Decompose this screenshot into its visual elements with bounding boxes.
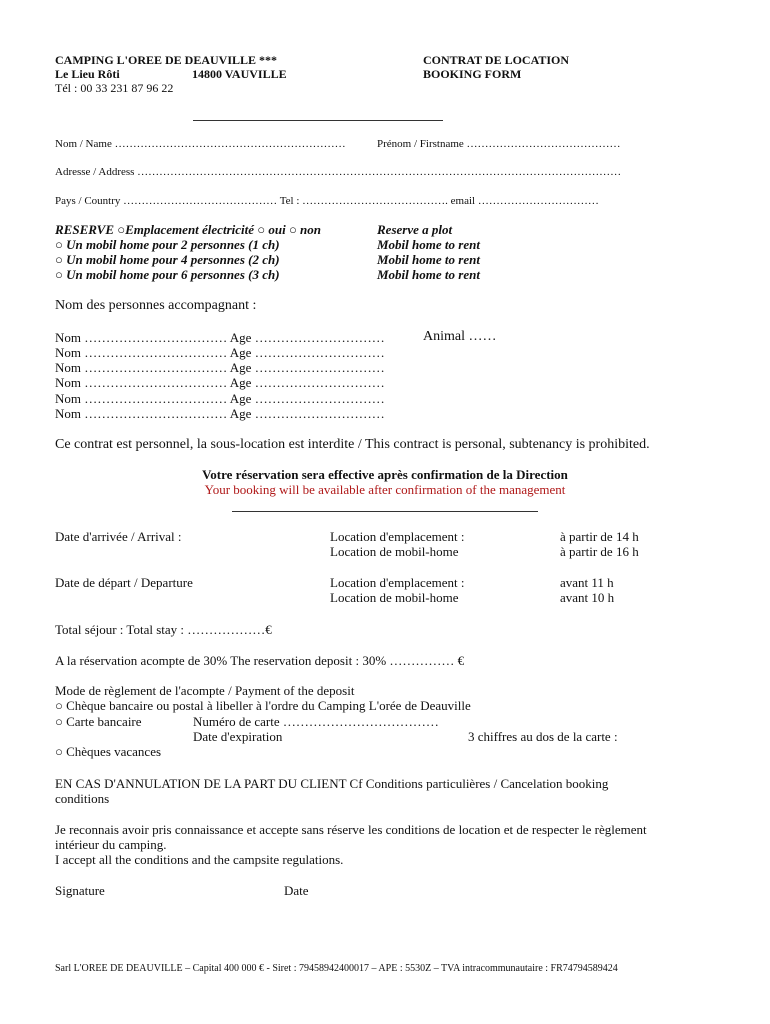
mobil-home-4-option[interactable]: ○ Un mobil home pour 4 personnes (2 ch)	[55, 252, 280, 267]
mobil-home-4-en: Mobil home to rent	[377, 252, 480, 267]
arrival-plot-label: Location d'emplacement :	[330, 529, 465, 544]
confirmation-en: Your booking will be available after confirmation of the management	[204, 482, 566, 497]
reserve-plot-option[interactable]: RESERVE ○Emplacement électricité ○ oui ○ non	[55, 222, 322, 237]
contract-title-en: BOOKING FORM	[423, 67, 522, 81]
total-stay-field[interactable]: Total séjour : Total stay : ………………€	[55, 622, 272, 637]
card-cvv-field[interactable]: 3 chiffres au dos de la carte :	[468, 729, 618, 744]
address-city: 14800 VAUVILLE	[192, 67, 287, 81]
card-expiry-field[interactable]: Date d'expiration	[193, 729, 283, 744]
departure-date-label[interactable]: Date de départ / Departure	[55, 575, 193, 590]
companion-row[interactable]: Nom …………………………… Age …………………………	[55, 360, 385, 375]
confirmation-fr: Votre réservation sera effective après confirmation de la Direction	[202, 467, 568, 482]
address-street: Le Lieu Rôti	[55, 67, 120, 81]
company-name: CAMPING L'OREE DE DEAUVILLE ***	[55, 53, 278, 67]
card-option[interactable]: ○ Carte bancaire	[55, 714, 142, 729]
arrival-mobil-home-time: à partir de 16 h	[560, 544, 639, 559]
cancellation-line-1: EN CAS D'ANNULATION DE LA PART DU CLIENT Cf Conditions particulières / Cancelation booking	[55, 776, 609, 791]
arrival-date-label[interactable]: Date d'arrivée / Arrival :	[55, 529, 182, 544]
arrival-mobil-home-label: Location de mobil-home	[330, 544, 459, 559]
companion-row[interactable]: Nom …………………………… Age …………………………	[55, 375, 385, 390]
contract-notice: Ce contrat est personnel, la sous-location est interdite / This contract is personal, subtenancy is prohibited.	[55, 437, 650, 452]
acceptance-line-1: Je reconnais avoir pris connaissance et accepte sans réserve les conditions de location et de respecter le règlement	[55, 822, 647, 837]
departure-plot-time: avant 11 h	[560, 575, 614, 590]
departure-mobil-home-label: Location de mobil-home	[330, 590, 459, 605]
country-tel-email-field[interactable]: Pays / Country …………………………………… Tel : …………………………………. email ……………………………	[55, 195, 599, 207]
date-field[interactable]: Date	[284, 883, 309, 898]
name-field[interactable]: Nom / Name ………………………………………………………	[55, 138, 346, 150]
companions-heading: Nom des personnes accompagnant :	[55, 298, 257, 313]
payment-heading: Mode de règlement de l'acompte / Payment of the deposit	[55, 683, 355, 698]
deposit-field[interactable]: A la réservation acompte de 30% The reservation deposit : 30% …………… €	[55, 653, 465, 668]
firstname-field[interactable]: Prénom / Firstname ……………………………………	[377, 138, 621, 150]
arrival-plot-time: à partir de 14 h	[560, 529, 639, 544]
companion-row[interactable]: Nom …………………………… Age …………………………	[55, 406, 385, 421]
acceptance-line-2: intérieur du camping.	[55, 837, 167, 852]
acceptance-line-3: I accept all the conditions and the campsite regulations.	[55, 852, 344, 867]
footer-legal: Sarl L'OREE DE DEAUVILLE – Capital 400 000 € - Siret : 79458942400017 – APE : 5530Z – TVA intracommunautaire : FR74794589424	[55, 963, 618, 974]
companion-row[interactable]: Nom …………………………… Age …………………………	[55, 391, 385, 406]
reserve-plot-en: Reserve a plot	[377, 222, 453, 237]
animal-field[interactable]: Animal ……	[423, 329, 497, 344]
header-divider	[193, 120, 443, 121]
mobil-home-2-en: Mobil home to rent	[377, 237, 480, 252]
cheque-option[interactable]: ○ Chèque bancaire ou postal à libeller à l'ordre du Camping L'orée de Deauville	[55, 698, 471, 713]
confirmation-divider	[232, 511, 538, 512]
card-number-field[interactable]: Numéro de carte ………………………………	[193, 714, 439, 729]
cancellation-line-2: conditions	[55, 791, 110, 806]
mobil-home-6-en: Mobil home to rent	[377, 267, 480, 282]
departure-plot-label: Location d'emplacement :	[330, 575, 465, 590]
contract-title-fr: CONTRAT DE LOCATION	[423, 53, 570, 67]
phone-number: Tél : 00 33 231 87 96 22	[55, 81, 174, 95]
companion-row[interactable]: Nom …………………………… Age …………………………	[55, 345, 385, 360]
departure-mobil-home-time: avant 10 h	[560, 590, 615, 605]
mobil-home-2-option[interactable]: ○ Un mobil home pour 2 personnes (1 ch)	[55, 237, 280, 252]
mobil-home-6-option[interactable]: ○ Un mobil home pour 6 personnes (3 ch)	[55, 267, 280, 282]
holiday-cheques-option[interactable]: ○ Chèques vacances	[55, 744, 162, 759]
companion-row[interactable]: Nom …………………………… Age …………………………	[55, 330, 385, 345]
address-field[interactable]: Adresse / Address ……………………………………………………………………………………………………………………	[55, 166, 622, 178]
signature-field[interactable]: Signature	[55, 883, 105, 898]
